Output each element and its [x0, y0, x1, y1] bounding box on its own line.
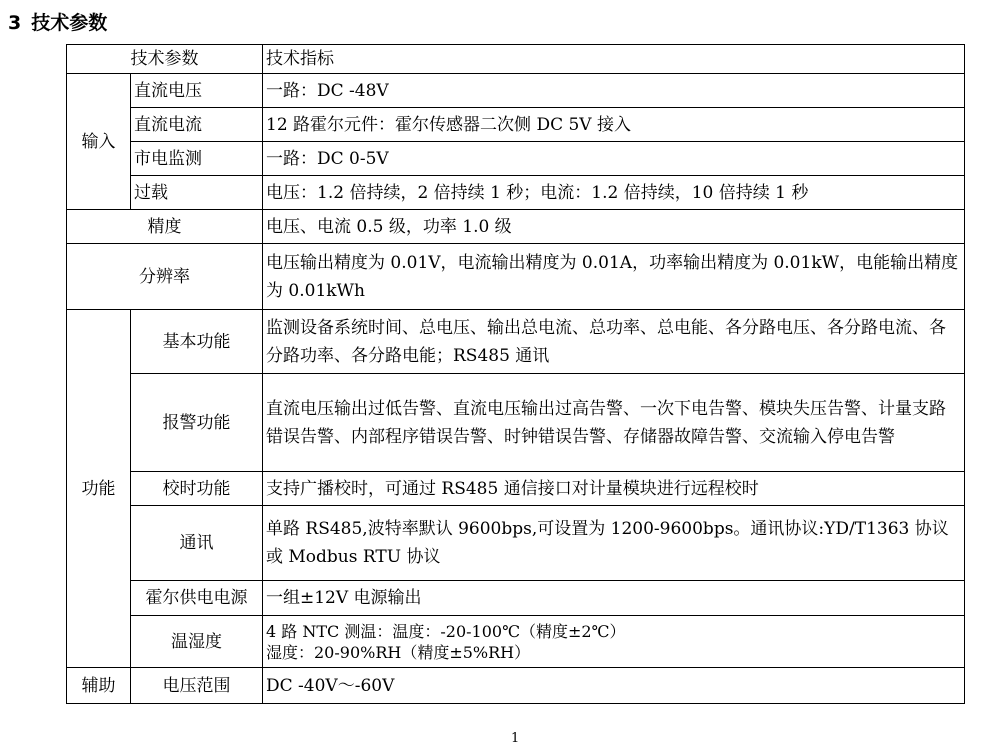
section-title: 技术参数: [31, 12, 108, 34]
table-row: [67, 74, 965, 108]
table-row: [67, 581, 965, 616]
table-row: [67, 108, 965, 142]
spec-table: [66, 44, 965, 704]
row-value: 一路：DC 0-5V: [263, 142, 965, 176]
table-header-row: [67, 45, 965, 74]
row-name: 电压范围: [131, 668, 263, 704]
row-name: 过载: [131, 176, 263, 210]
group-function: 功能: [67, 310, 131, 668]
row-value: 电压输出精度为 0.01V，电流输出精度为 0.01A，功率输出精度为 0.01kW，电能输出精度为 0.01kWh: [263, 244, 965, 310]
row-value: 支持广播校时，可通过 RS485 通信接口对计量模块进行远程校时: [263, 472, 965, 506]
row-name: 直流电压: [131, 74, 263, 108]
table-row: [67, 472, 965, 506]
row-name: 基本功能: [131, 310, 263, 374]
row-name: 报警功能: [131, 374, 263, 472]
row-value: DC -40V～-60V: [263, 668, 965, 704]
row-value: [263, 616, 965, 668]
page-number: 1: [511, 731, 520, 746]
row-name-accuracy: 精度: [67, 210, 263, 244]
row-value: 监测设备系统时间、总电压、输出总电流、总功率、总电能、各分路电压、各分路电流、各分路功率、各分路电能；RS485 通讯: [263, 310, 965, 374]
row-value: 电压：1.2 倍持续，2 倍持续 1 秒；电流：1.2 倍持续，10 倍持续 1 秒: [263, 176, 965, 210]
table-row: [67, 616, 965, 668]
table-row: [67, 244, 965, 310]
row-value: 一组±12V 电源输出: [263, 581, 965, 616]
row-name: 霍尔供电电源: [131, 581, 263, 616]
group-input: 输入: [67, 74, 131, 210]
table-row: [67, 374, 965, 472]
table-row: [67, 210, 965, 244]
row-name: 市电监测: [131, 142, 263, 176]
value-line: 湿度：20-90%RH（精度±5%RH）: [266, 642, 531, 662]
table-row: [67, 176, 965, 210]
row-value: 12 路霍尔元件：霍尔传感器二次侧 DC 5V 接入: [263, 108, 965, 142]
group-aux: 辅助: [67, 668, 131, 704]
row-value: 单路 RS485,波特率默认 9600bps,可设置为 1200-9600bps。通讯协议:YD/T1363 协议或 Modbus RTU 协议: [263, 506, 965, 581]
row-name: 直流电流: [131, 108, 263, 142]
value-line: 4 路 NTC 测温：温度：-20-100℃（精度±2℃）: [266, 621, 626, 641]
row-value: 直流电压输出过低告警、直流电压输出过高告警、一次下电告警、模块失压告警、计量支路错误告警、内部程序错误告警、时钟错误告警、存储器故障告警、交流输入停电告警: [263, 374, 965, 472]
row-name: 校时功能: [131, 472, 263, 506]
row-name: 通讯: [131, 506, 263, 581]
row-name-resolution: 分辨率: [67, 244, 263, 310]
section-number: 3: [8, 12, 22, 34]
row-value: 一路：DC -48V: [263, 74, 965, 108]
table-row: [67, 142, 965, 176]
header-param: 技术参数: [67, 45, 263, 74]
header-spec: 技术指标: [263, 45, 965, 74]
section-heading: [8, 10, 107, 36]
table-row: [67, 310, 965, 374]
row-name: 温湿度: [131, 616, 263, 668]
table-row: [67, 668, 965, 704]
table-row: [67, 506, 965, 581]
row-value: 电压、电流 0.5 级，功率 1.0 级: [263, 210, 965, 244]
